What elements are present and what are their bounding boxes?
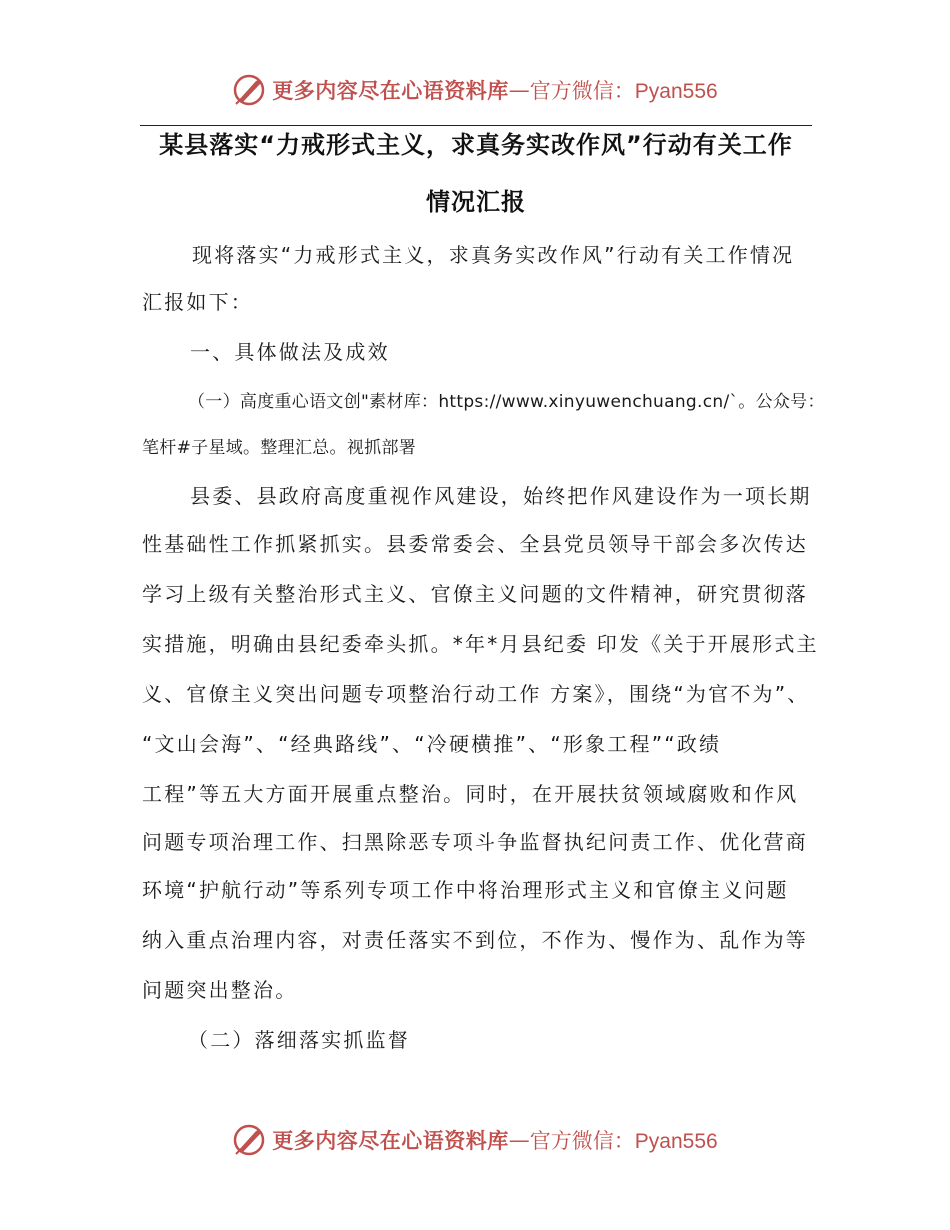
body-line: 县委、县政府高度重视作风建设，始终把作风建设作为一项长期	[190, 484, 812, 508]
body-line: 工程”等五大方面开展重点整治。同时，在开展扶贫领域腐败和作风	[142, 782, 799, 806]
section-heading: 一、具体做法及成效	[190, 340, 390, 364]
quill-logo-icon	[232, 73, 266, 107]
body-line: 问题突出整治。	[142, 978, 298, 1002]
body-line: 义、官僚主义突出问题专项整治行动工作 方案》，围绕“为官不为”、	[142, 682, 810, 706]
subsection-heading: （二）落细落实抓监督	[188, 1028, 410, 1052]
body-line: 学习上级有关整治形式主义、官僚主义问题的文件精神，研究贯彻落	[142, 582, 808, 606]
watermark-main-text: 更多内容尽在心语资料库	[272, 1129, 509, 1153]
body-line: 现将落实“力戒形式主义，求真务实改作风”行动有关工作情况	[192, 243, 795, 267]
watermark-contact: 官方微信：Pyan556	[529, 80, 718, 103]
body-line: 实措施，明确由县纪委牵头抓。*年*月县纪委 印发《关于开展形式主	[142, 632, 819, 656]
document-title-line-2: 情况汇报	[426, 188, 526, 216]
footer-watermark	[0, 1120, 950, 1160]
body-line: 笔杆#子星域。整理汇总。视抓部署	[142, 438, 417, 458]
watermark-separator: —	[508, 1128, 530, 1152]
body-line: 环境“护航行动”等系列专项工作中将治理形式主义和官僚主义问题	[142, 878, 789, 902]
watermark-contact: 官方微信：Pyan556	[529, 1130, 718, 1153]
document-title-line-1: 某县落实“力戒形式主义，求真务实改作风”行动有关工作	[159, 131, 793, 159]
watermark-main-text: 更多内容尽在心语资料库	[272, 79, 509, 103]
body-line: 问题专项治理工作、扫黑除恶专项斗争监督执纪问责工作、优化营商	[142, 830, 808, 854]
body-line: 汇报如下：	[142, 290, 253, 314]
body-line: 纳入重点治理内容，对责任落实不到位，不作为、慢作为、乱作为等	[142, 928, 808, 952]
header-watermark	[0, 70, 950, 110]
quill-logo-icon	[232, 1123, 266, 1157]
body-line: “文山会海”、“经典路线”、“冷硬横推”、“形象工程”“政绩	[142, 732, 722, 756]
body-line: 性基础性工作抓紧抓实。县委常委会、全县党员领导干部会多次传达	[142, 532, 808, 556]
subsection-heading: （一）高度重心语文创"素材库：https://www.xinyuwenchuang.cn/`。公众号：	[188, 392, 825, 412]
watermark-separator: —	[508, 78, 530, 102]
